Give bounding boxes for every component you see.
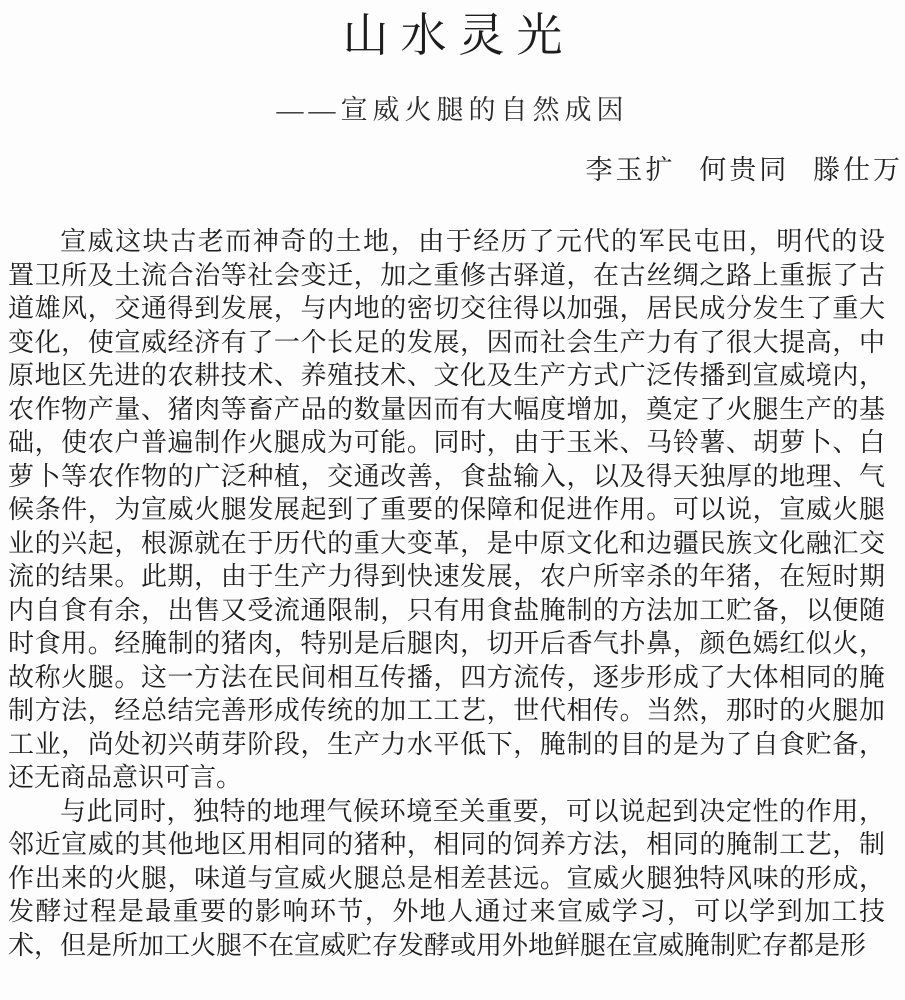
text-line: 术，但是所加工火腿不在宣威贮存发酵或用外地鲜腿在宣威腌制贮存都是形 [8, 929, 867, 960]
article-body [0, 225, 905, 962]
authors-line: 李玉扩 何贵同 滕仕万 [585, 155, 903, 185]
text-line: 变化，使宣威经济有了一个长足的发展，因而社会生产力有了很大提高，中 [8, 326, 885, 357]
page-title: 山水灵光 [342, 10, 575, 61]
text-line: 时食用。经腌制的猪肉，特别是后腿肉，切开后香气扑鼻，颜色嫣红似火， [8, 628, 885, 658]
text-line: 业的兴起，根源就在于历代的重大变革，是中原文化和边疆民族文化融汇交 [8, 527, 885, 558]
paragraph [8, 225, 885, 795]
text-line: 发酵过程是最重要的影响环节，外地人通过来宣威学习，可以学到加工技 [8, 896, 885, 926]
text-line: 候条件，为宣威火腿发展起到了重要的保障和促进作用。可以说，宣威火腿 [8, 494, 885, 524]
text-line: 础，使农户普遍制作火腿成为可能。同时，由于玉米、马铃薯、胡萝卜、白 [8, 427, 885, 457]
text-line: 邻近宣威的其他地区用相同的猪种，相同的饲养方法，相同的腌制工艺，制 [8, 829, 885, 859]
text-line: 故称火腿。这一方法在民间相互传播，四方流传，逐步形成了大体相同的腌 [8, 661, 885, 692]
text-line: 还无商品意识可言。 [8, 762, 243, 792]
text-line: 宣威这块古老而神奇的土地，由于经历了元代的军民屯田，明代的设 [60, 226, 885, 256]
text-line: 原地区先进的农耕技术、养殖技术、文化及生产方式广泛传播到宣威境内， [8, 360, 885, 390]
text-line: 道雄风，交通得到发展，与内地的密切交往得以加强，居民成分发生了重大 [8, 293, 885, 323]
text-line: 置卫所及土流合治等社会变迁，加之重修古驿道，在古丝绸之路上重振了古 [8, 259, 885, 290]
paragraph [8, 795, 885, 963]
text-line: 内自食有余，出售又受流通限制，只有用食盐腌制的方法加工贮备，以便随 [8, 594, 885, 625]
text-line: 与此同时，独特的地理气候环境至关重要，可以说起到决定性的作用， [60, 795, 885, 826]
text-line: 工业，尚处初兴萌芽阶段，生产力水平低下，腌制的目的是为了自食贮备， [8, 728, 885, 759]
text-line: 萝卜等农作物的广泛种植，交通改善，食盐输入，以及得天独厚的地理、气 [8, 460, 885, 491]
text-line: 制方法，经总结完善形成传统的加工工艺，世代相传。当然，那时的火腿加 [8, 695, 885, 725]
text-line: 农作物产量、猪肉等畜产品的数量因而有大幅度增加，奠定了火腿生产的基 [8, 393, 885, 424]
page-subtitle: ——宣威火腿的自然成因 [276, 95, 629, 125]
text-line: 作出来的火腿，味道与宣威火腿总是相差甚远。宣威火腿独特风味的形成， [8, 862, 885, 893]
text-line: 流的结果。此期，由于生产力得到快速发展，农户所宰杀的年猪，在短时期 [8, 561, 885, 591]
